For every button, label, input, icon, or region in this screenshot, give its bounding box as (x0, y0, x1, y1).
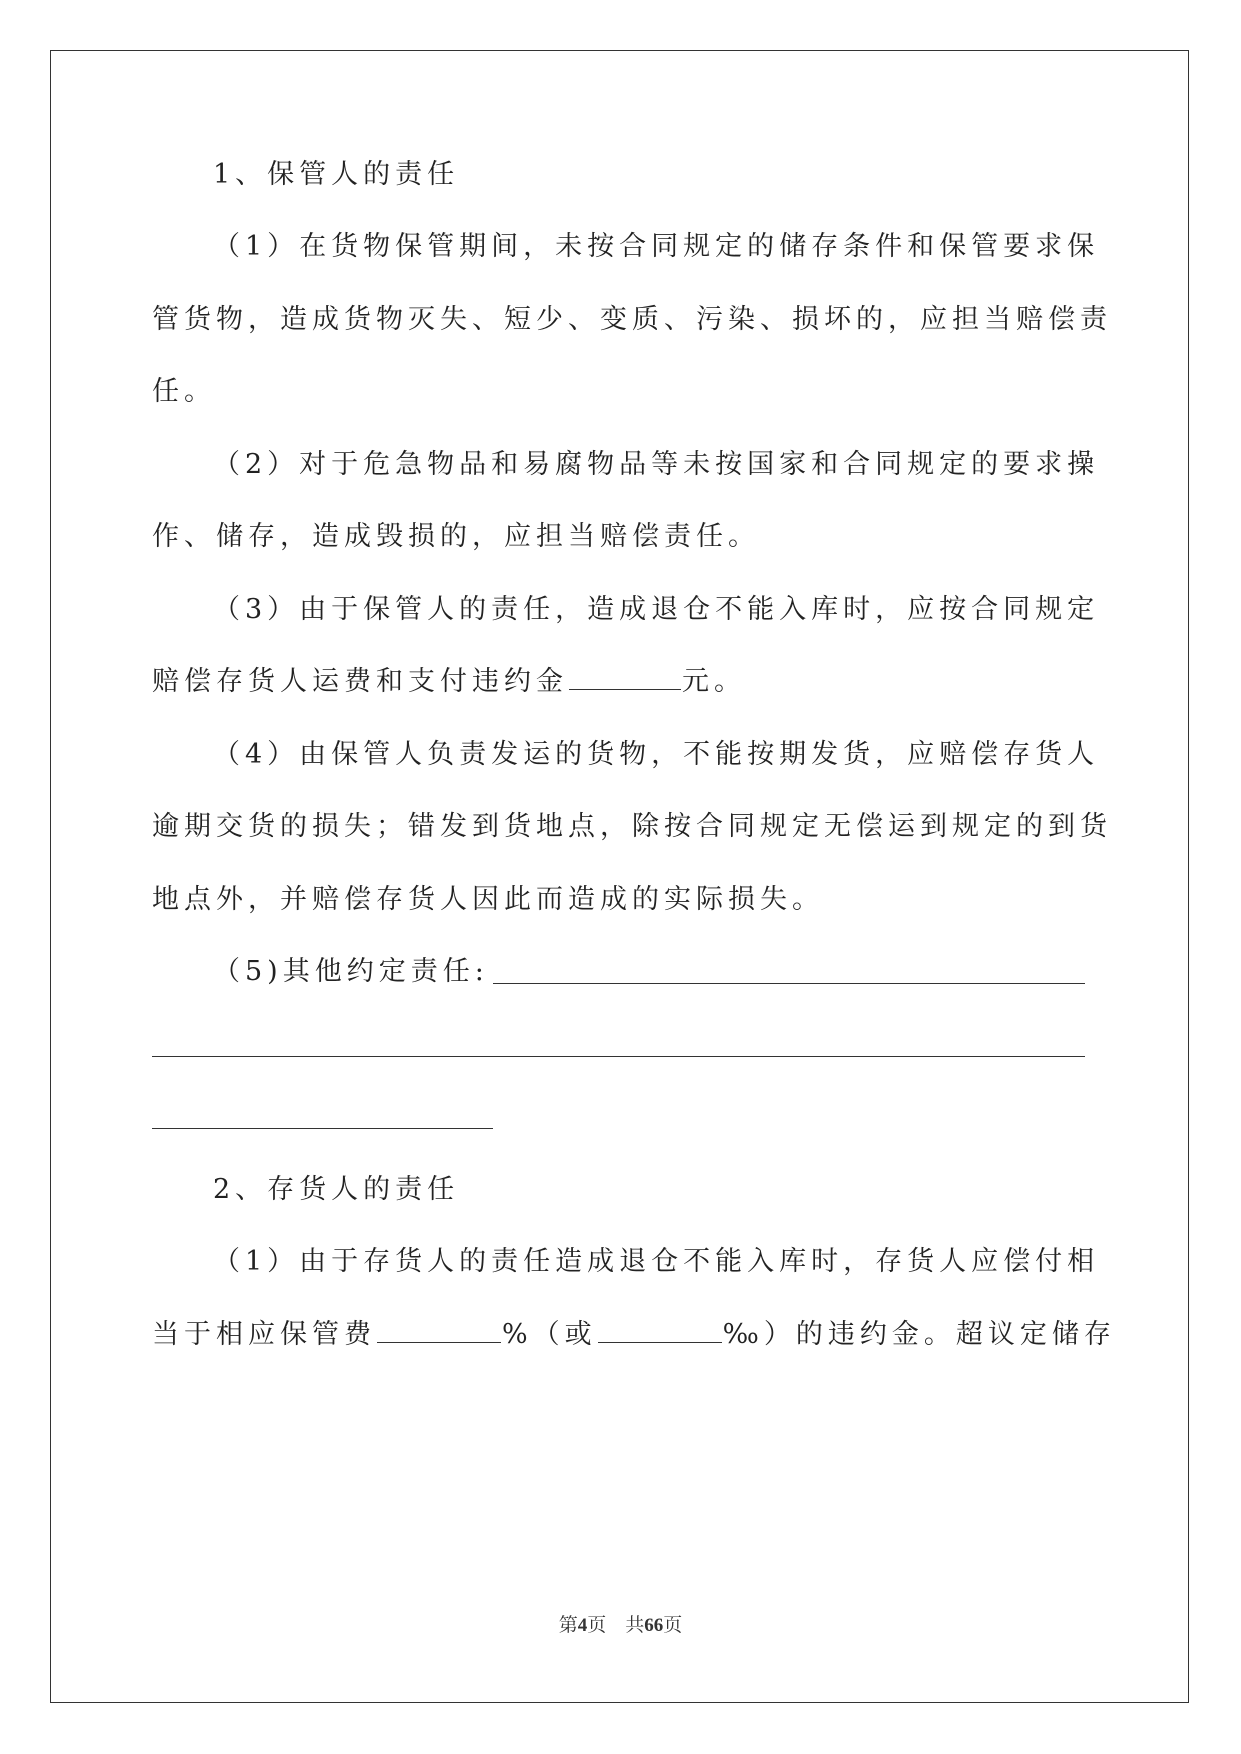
fill-blank (569, 665, 681, 690)
footer-prefix: 第 (558, 1615, 578, 1636)
section-heading-1: 1、保管人的责任 (213, 159, 460, 190)
paragraph-line: 任。 (152, 376, 216, 407)
total-pages: 66 (644, 1615, 664, 1636)
paragraph-line: （1）在货物保管期间，未按合同规定的储存条件和保管要求保 (213, 231, 1100, 262)
paragraph-line: 管货物，造成货物灭失、短少、变质、污染、损坏的，应担当赔偿责 (152, 304, 1112, 335)
footer-total-prefix: 共 (625, 1615, 645, 1636)
paragraph-line: 作、储存，造成毁损的，应担当赔偿责任。 (152, 521, 760, 552)
paragraph-line (152, 664, 746, 700)
text-segment: 当于相应保管费 (152, 1319, 376, 1350)
section-heading-2: 2、存货人的责任 (213, 1174, 460, 1205)
footer-total-suffix: 页 (663, 1615, 683, 1636)
text-segment: %（或 (502, 1319, 597, 1350)
text-segment: 赔偿存货人运费和支付违约金 (152, 666, 568, 697)
paragraph-line: （4）由保管人负责发运的货物，不能按期发货，应赔偿存货人 (213, 739, 1100, 770)
fill-blank (598, 1318, 722, 1343)
paragraph-line: 逾期交货的损失；错发到货地点，除按合同规定无偿运到规定的到货 (152, 811, 1112, 842)
footer-page-suffix: 页 (587, 1615, 607, 1636)
text-segment: 元。 (682, 666, 746, 697)
fill-blank (493, 983, 1085, 984)
paragraph-line (152, 1317, 1116, 1353)
fill-blank (152, 1128, 493, 1129)
paragraph-line: （5)其他约定责任: (213, 956, 489, 987)
paragraph-line: （2）对于危急物品和易腐物品等未按国家和合同规定的要求操 (213, 449, 1100, 480)
fill-blank (377, 1318, 501, 1343)
paragraph-line: （1）由于存货人的责任造成退仓不能入库时，存货人应偿付相 (213, 1246, 1100, 1277)
page-number: 4 (577, 1615, 588, 1636)
paragraph-line: （3）由于保管人的责任，造成退仓不能入库时，应按合同规定 (213, 594, 1100, 625)
page-border (50, 50, 1189, 1703)
page-footer (0, 1610, 1241, 1637)
paragraph-line: 地点外，并赔偿存货人因此而造成的实际损失。 (152, 884, 824, 915)
text-segment: ‰）的违约金。超议定储存 (722, 1319, 1116, 1350)
fill-blank (152, 1056, 1085, 1057)
